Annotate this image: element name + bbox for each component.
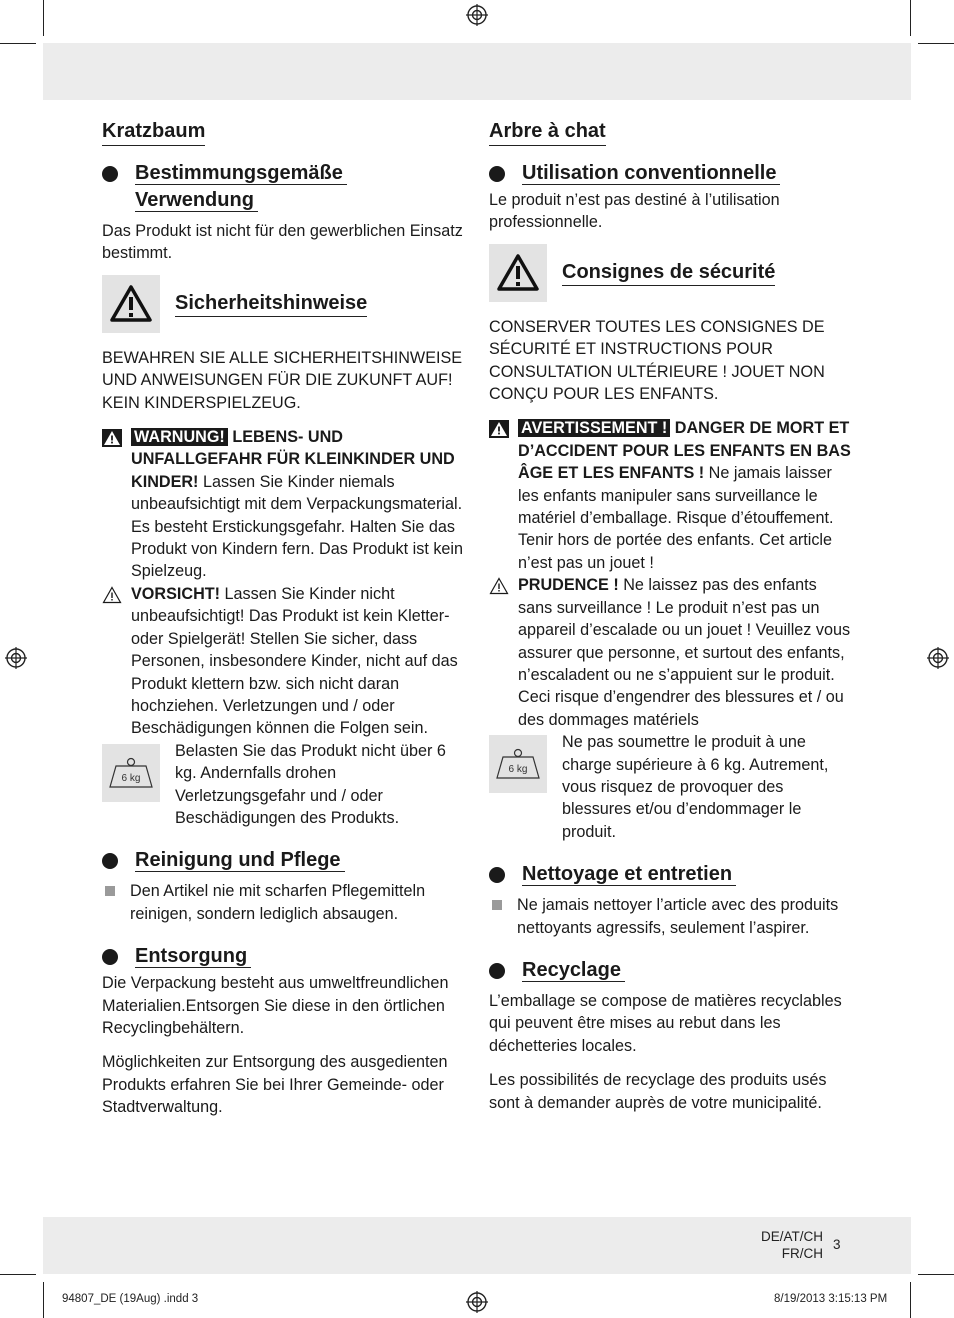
weight-text: Belasten Sie das Produkt nicht über 6 kg. Andernfalls drohen Verletzungsgefahr und / oder Beschädigungen des Produkts. <box>175 741 446 827</box>
warning-bold: LEBENS- UND UNFALLGEFAHR FÜR KLEINKINDER UND KINDER! <box>131 428 455 491</box>
caution-block <box>489 574 851 731</box>
weight-label: 6 kg <box>121 772 141 784</box>
section-heading: Recyclage <box>522 959 625 982</box>
header-band <box>43 43 911 100</box>
safety-heading: Sicherheitshinweise <box>175 290 367 317</box>
disposal-text-2: Les possibilités de recyclage des produits usés sont à demander auprès de votre municipalité. <box>489 1071 827 1112</box>
footer-lang-2: FR/CH <box>781 1246 823 1261</box>
warning-tag: AVERTISSEMENT ! <box>518 419 670 437</box>
square-bullet-icon <box>492 900 502 910</box>
section-heading: Bestimmungsgemäße <box>135 162 347 185</box>
caution-block <box>102 583 467 740</box>
french-column <box>489 118 851 1114</box>
warning-block <box>489 417 851 574</box>
caution-outline-icon <box>489 574 518 731</box>
weight-text: Ne pas soumettre le produit à une charge supérieure à 6 kg. Autrement, vous risquez de provoquer des blessures et/ou d’endommager le produit. <box>562 733 829 841</box>
registration-mark-icon <box>466 1291 488 1313</box>
crop-mark <box>0 1274 36 1275</box>
warning-triangle-icon <box>102 275 160 333</box>
warning-small-icon <box>489 417 518 574</box>
safety-caps-text: BEWAHREN SIE ALLE SICHERHEITSHINWEISE UND ANWEISUNGEN FÜR DIE ZUKUNFT AUF! KEIN KINDERSPIELZEUG. <box>102 348 463 412</box>
page-title: Arbre à chat <box>489 118 606 146</box>
footer-lang-1: DE/AT/CH <box>760 1229 823 1244</box>
section-disposal <box>489 957 851 984</box>
section-disposal <box>102 943 467 970</box>
page-title: Kratzbaum <box>102 118 205 146</box>
bullet-icon <box>489 166 505 182</box>
caution-outline-icon <box>102 583 131 740</box>
intended-use-text: Das Produkt ist nicht für den gewerblichen Einsatz bestimmt. <box>102 222 463 263</box>
safety-caps-text: CONSERVER TOUTES LES CONSIGNES DE SÉCURITÉ ET INSTRUCTIONS POUR CONSULTATION ULTÉRIEURE ! JOUET NON CONÇU POUR LES ENFANTS. <box>489 317 825 404</box>
list-item <box>102 880 467 925</box>
bullet-icon <box>102 166 118 182</box>
warning-small-icon <box>102 426 131 583</box>
care-item-text: Ne jamais nettoyer l’article avec des produits nettoyants agressifs, seulement l’aspirer. <box>517 896 839 937</box>
bullet-icon <box>102 949 118 965</box>
section-heading: Verwendung <box>135 189 258 212</box>
warning-bold: DANGER DE MORT ET D’ACCIDENT POUR LES ENFANTS EN BAS ÂGE ET LES ENFANTS ! <box>518 419 851 483</box>
section-intended-use <box>489 160 851 187</box>
care-item-text: Den Artikel nie mit scharfen Pflegemitteln reinigen, sondern lediglich absaugen. <box>130 882 426 923</box>
registration-mark-icon <box>927 647 949 669</box>
bullet-icon <box>489 867 505 883</box>
german-column <box>102 118 467 1119</box>
crop-mark <box>43 0 44 36</box>
weight-limit-block <box>489 731 851 843</box>
registration-mark-icon <box>466 4 488 26</box>
footer-languages <box>760 1228 823 1262</box>
slug-file-info: 94807_DE (19Aug) .indd 3 <box>62 1293 199 1305</box>
disposal-text-1: Die Verpackung besteht aus umweltfreundlichen Materialien.Entsorgen Sie diese in den örtlichen Recyclingbehältern. <box>102 974 449 1037</box>
page-number: 3 <box>833 1237 841 1252</box>
weight-label: 6 kg <box>508 764 528 776</box>
bullet-icon <box>489 963 505 979</box>
section-care <box>102 847 467 874</box>
section-heading: Reinigung und Pflege <box>135 849 345 872</box>
registration-mark-icon <box>5 647 27 669</box>
intended-use-text: Le produit n’est pas destiné à l’utilisation professionnelle. <box>489 191 780 232</box>
weight-icon <box>102 744 160 802</box>
list-item <box>489 894 851 939</box>
caution-bold: PRUDENCE ! <box>518 576 619 595</box>
section-heading: Utilisation conventionnelle <box>522 162 780 185</box>
slug-timestamp: 8/19/2013 3:15:13 PM <box>774 1293 888 1305</box>
warning-block <box>102 426 467 583</box>
section-heading: Nettoyage et entretien <box>522 863 736 886</box>
warning-tag: WARNUNG! <box>131 428 228 446</box>
caution-text: Lassen Sie Kinder nicht unbeaufsichtigt! Das Produkt ist kein Kletter- oder Spielgerät! Stellen Sie sicher, dass Personen, insbesondere Kinder, nicht auf das Produkt klettern bzw. sich nicht daran hochziehen. Verletzungen und / oder Beschädigungen können die Folgen sein. <box>131 584 458 738</box>
crop-mark <box>0 43 36 44</box>
bullet-icon <box>102 853 118 869</box>
warning-triangle-icon <box>489 244 547 302</box>
safety-heading-row <box>102 275 467 333</box>
weight-icon <box>489 735 547 793</box>
crop-mark <box>910 1282 911 1318</box>
crop-mark <box>910 0 911 36</box>
section-heading: Entsorgung <box>135 945 251 968</box>
safety-heading: Consignes de sécurité <box>562 259 775 286</box>
section-intended-use <box>102 160 467 214</box>
crop-mark <box>43 1282 44 1318</box>
weight-limit-block <box>102 740 467 830</box>
caution-bold: VORSICHT! <box>131 584 221 603</box>
section-care <box>489 861 851 888</box>
caution-text: Ne laissez pas des enfants sans surveillance ! Le produit n’est pas un appareil d’escalade ou un jouet ! Veuillez vous assurer que personne, et surtout des enfants, n’escaladent ou ne s’appuient sur le produit. Ceci risque d’engendrer des blessures et / ou des dommages matériels <box>518 576 851 729</box>
crop-mark <box>918 1274 954 1275</box>
warning-text: Ne jamais laisser les enfants manipuler sans surveillance le matériel d’emballage. Risque d’étouffement. Tenir hors de portée des enfants. Cet article n’est pas un jouet ! <box>518 464 834 572</box>
square-bullet-icon <box>105 886 115 896</box>
crop-mark <box>918 43 954 44</box>
disposal-text-2: Möglichkeiten zur Entsorgung des ausgedienten Produkts erfahren Sie bei Ihrer Gemeinde- oder Stadtverwaltung. <box>102 1053 448 1117</box>
disposal-text-1: L’emballage se compose de matières recyclables qui peuvent être mises au rebut dans les déchetteries locales. <box>489 991 842 1055</box>
warning-text: Lassen Sie Kinder niemals unbeaufsichtigt mit dem Verpackungsmaterial. Es besteht Erstickungsgefahr. Halten Sie das Produkt von Kindern fern. Das Produkt ist kein Spielzeug. <box>131 472 464 581</box>
safety-heading-row <box>489 244 851 302</box>
